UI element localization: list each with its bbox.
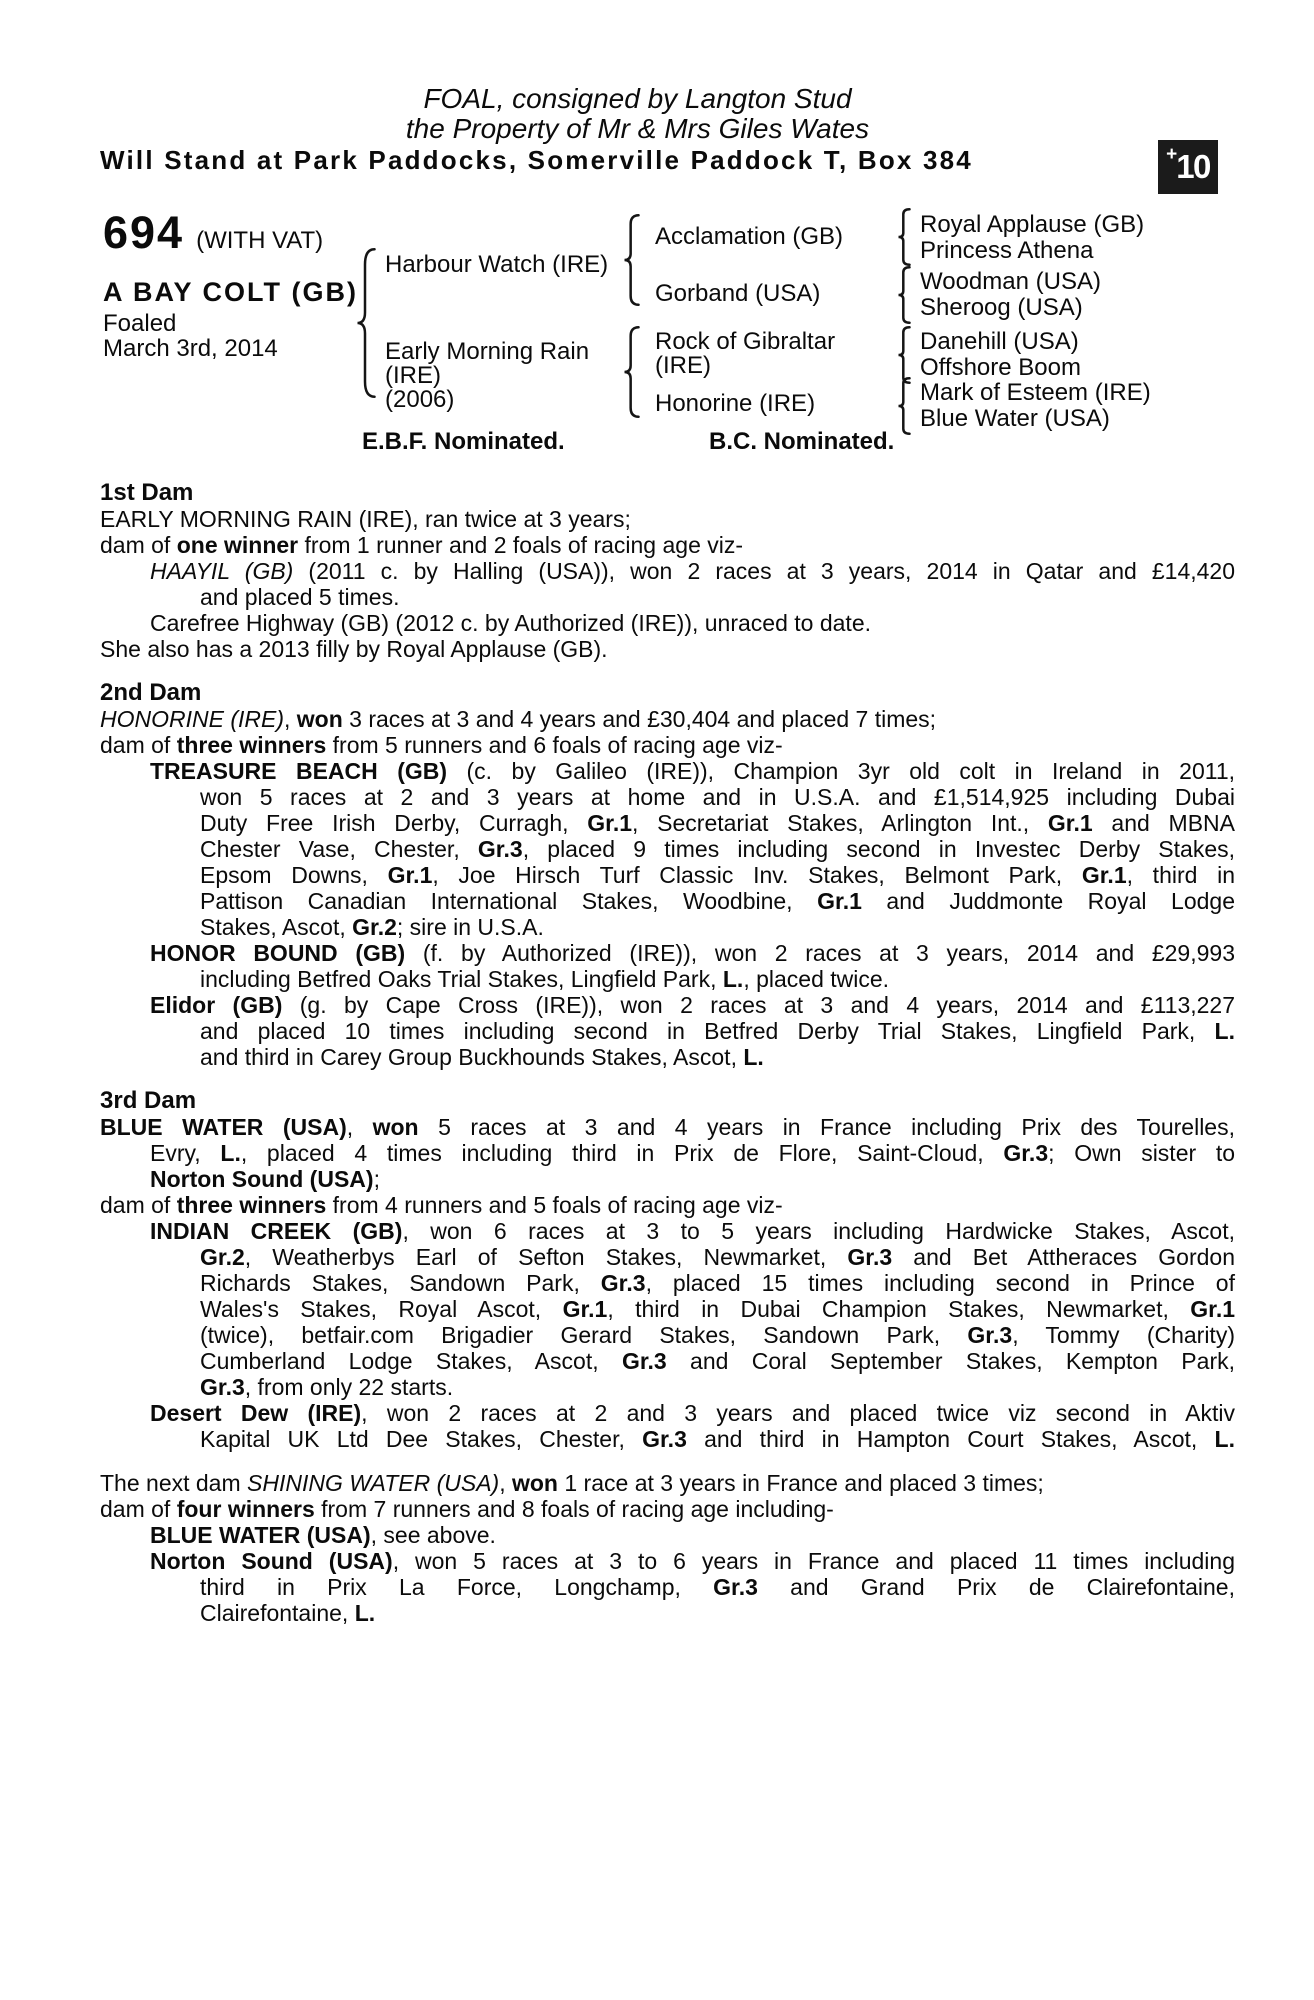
- body-line: including Betfred Oaks Trial Stakes, Lingfield Park, L., placed twice.: [200, 966, 890, 992]
- lot-description: A BAY COLT (GB): [103, 277, 359, 307]
- body-line: Cumberland Lodge Stakes, Ascot, Gr.3 and Coral September Stakes, Kempton Park,: [200, 1348, 1235, 1374]
- pedigree-gg: Royal Applause (GB): [920, 211, 1145, 238]
- body-line: and third in Carey Group Buckhounds Stakes, Ascot, L.: [200, 1044, 764, 1070]
- foaled-label: Foaled: [103, 310, 177, 337]
- body-line: Clairefontaine, L.: [200, 1600, 376, 1626]
- pedigree-gg: Blue Water (USA): [920, 405, 1110, 432]
- day-badge-number: 10: [1176, 148, 1210, 185]
- body-line: Norton Sound (USA);: [150, 1166, 380, 1192]
- body-line: She also has a 2013 filly by Royal Applause (GB).: [100, 636, 608, 662]
- body-line: Evry, L., placed 4 times including third in Prix de Flore, Saint-Cloud, Gr.3; Own sister to: [150, 1140, 1236, 1166]
- foaled-date: March 3rd, 2014: [103, 335, 278, 362]
- body-line: Norton Sound (USA), won 5 races at 3 to 6 years in France and placed 11 times including: [150, 1548, 1235, 1574]
- pedigree-sire-sire: Acclamation (GB): [655, 223, 844, 250]
- body-line: dam of three winners from 5 runners and 6 foals of racing age viz-: [100, 732, 783, 758]
- pedigree-brace: [897, 208, 911, 273]
- dam-heading: 2nd Dam: [100, 679, 202, 706]
- body-line: HONORINE (IRE), won 3 races at 3 and 4 years and £30,404 and placed 7 times;: [100, 706, 937, 732]
- pedigree-dam-sire-line2: (IRE): [655, 352, 711, 379]
- body-line: Kapital UK Ltd Dee Stakes, Chester, Gr.3 and third in Hampton Court Stakes, Ascot, L.: [200, 1426, 1235, 1452]
- body-line: third in Prix La Force, Longchamp, Gr.3 and Grand Prix de Clairefontaine,: [200, 1574, 1235, 1600]
- body-line: Gr.3, from only 22 starts.: [200, 1374, 454, 1400]
- dam-section: [100, 1088, 1235, 1452]
- pedigree-sire: Harbour Watch (IRE): [385, 251, 609, 278]
- pedigree-brace: [356, 248, 376, 405]
- body-line: Duty Free Irish Derby, Curragh, Gr.1, Secretariat Stakes, Arlington Int., Gr.1 and MBNA: [200, 810, 1235, 836]
- body-line: HAAYIL (GB) (2011 c. by Halling (USA)), won 2 races at 3 years, 2014 in Qatar and £14,420: [150, 558, 1236, 584]
- page-header: [100, 83, 1178, 176]
- pedigree-dam-year: (2006): [385, 386, 455, 413]
- body-line: and placed 5 times.: [200, 584, 400, 610]
- plus-icon: +: [1166, 144, 1178, 165]
- pedigree-brace: [897, 266, 911, 331]
- pedigree-table: [0, 190, 1314, 462]
- body-line: HONOR BOUND (GB) (f. by Authorized (IRE)), won 2 races at 3 years, 2014 and £29,993: [150, 940, 1235, 966]
- body-line: Elidor (GB) (g. by Cape Cross (IRE)), won 2 races at 3 and 4 years, 2014 and £113,227: [150, 992, 1236, 1018]
- dam-section: [100, 680, 1235, 1070]
- body-line: Stakes, Ascot, Gr.2; sire in U.S.A.: [200, 914, 544, 940]
- dam-heading: 3rd Dam: [100, 1087, 197, 1114]
- consignor-line: FOAL, consigned by Langton Stud: [423, 83, 852, 114]
- lot-vat-note: (WITH VAT): [196, 227, 324, 254]
- ebf-nomination: E.B.F. Nominated.: [362, 428, 565, 455]
- dam-section: [100, 1470, 1235, 1626]
- pedigree-gg: Woodman (USA): [920, 268, 1101, 295]
- body-line: Epsom Downs, Gr.1, Joe Hirsch Turf Classic Inv. Stakes, Belmont Park, Gr.1, third in: [200, 862, 1235, 888]
- stabling-line: Will Stand at Park Paddocks, Somerville Paddock T, Box 384: [100, 145, 973, 175]
- dam-heading: 1st Dam: [100, 479, 194, 506]
- pedigree-gg: Offshore Boom: [920, 354, 1081, 381]
- body-line: Chester Vase, Chester, Gr.3, placed 9 times including second in Investec Derby Stakes,: [200, 836, 1235, 862]
- pedigree-brace: [623, 214, 640, 313]
- pedigree-gg: Princess Athena: [920, 237, 1094, 264]
- pedigree-gg: Sheroog (USA): [920, 294, 1083, 321]
- lot-number: 694: [103, 207, 185, 258]
- pedigree-dam-line1: Early Morning Rain: [385, 338, 590, 365]
- body-line: (twice), betfair.com Brigadier Gerard Stakes, Sandown Park, Gr.3, Tommy (Charity): [200, 1322, 1235, 1348]
- pedigree-sire-dam: Gorband (USA): [655, 280, 821, 307]
- body-line: Gr.2, Weatherbys Earl of Sefton Stakes, Newmarket, Gr.3 and Bet Attheraces Gordon: [200, 1244, 1235, 1270]
- body-line: BLUE WATER (USA), won 5 races at 3 and 4 years in France including Prix des Tourelles,: [100, 1114, 1235, 1140]
- pedigree-gg: Danehill (USA): [920, 328, 1079, 355]
- bc-nomination: B.C. Nominated.: [709, 428, 895, 455]
- body-line: EARLY MORNING RAIN (IRE), ran twice at 3 years;: [100, 506, 631, 532]
- body-line: Desert Dew (IRE), won 2 races at 2 and 3 years and placed twice viz second in Aktiv: [150, 1400, 1235, 1426]
- pedigree-brace: [897, 377, 911, 442]
- body-line: BLUE WATER (USA), see above.: [150, 1522, 496, 1548]
- body-line: won 5 races at 2 and 3 years at home and in U.S.A. and £1,514,925 including Dubai: [200, 784, 1235, 810]
- body-line: Richards Stakes, Sandown Park, Gr.3, placed 15 times including second in Prince of: [200, 1270, 1235, 1296]
- body-line: TREASURE BEACH (GB) (c. by Galileo (IRE)), Champion 3yr old colt in Ireland in 2011,: [150, 758, 1236, 784]
- body-line: Wales's Stakes, Royal Ascot, Gr.1, third in Dubai Champion Stakes, Newmarket, Gr.1: [200, 1296, 1236, 1322]
- body-line: dam of three winners from 4 runners and 5 foals of racing age viz-: [100, 1192, 783, 1218]
- body-line: Pattison Canadian International Stakes, Woodbine, Gr.1 and Juddmonte Royal Lodge: [200, 888, 1235, 914]
- pedigree-dam-line2: (IRE): [385, 362, 441, 389]
- pedigree-dam-sire-line1: Rock of Gibraltar: [655, 328, 836, 355]
- lot-info: [103, 207, 324, 258]
- body-line: The next dam SHINING WATER (USA), won 1 race at 3 years in France and placed 3 times;: [100, 1470, 1044, 1496]
- dam-section: [100, 480, 1235, 662]
- catalogue-body: [100, 480, 1235, 1626]
- body-line: dam of four winners from 7 runners and 8 foals of racing age including-: [100, 1496, 834, 1522]
- pedigree-gg: Mark of Esteem (IRE): [920, 379, 1151, 406]
- body-line: INDIAN CREEK (GB), won 6 races at 3 to 5 years including Hardwicke Stakes, Ascot,: [150, 1218, 1235, 1244]
- body-line: dam of one winner from 1 runner and 2 foals of racing age viz-: [100, 532, 744, 558]
- day-badge: [1158, 140, 1218, 194]
- pedigree-dam-dam: Honorine (IRE): [655, 390, 816, 417]
- body-line: Carefree Highway (GB) (2012 c. by Authorized (IRE)), unraced to date.: [150, 610, 871, 636]
- owner-line: the Property of Mr & Mrs Giles Wates: [405, 113, 870, 144]
- body-line: and placed 10 times including second in Betfred Derby Trial Stakes, Lingfield Park, L.: [200, 1018, 1235, 1044]
- pedigree-brace: [623, 326, 640, 425]
